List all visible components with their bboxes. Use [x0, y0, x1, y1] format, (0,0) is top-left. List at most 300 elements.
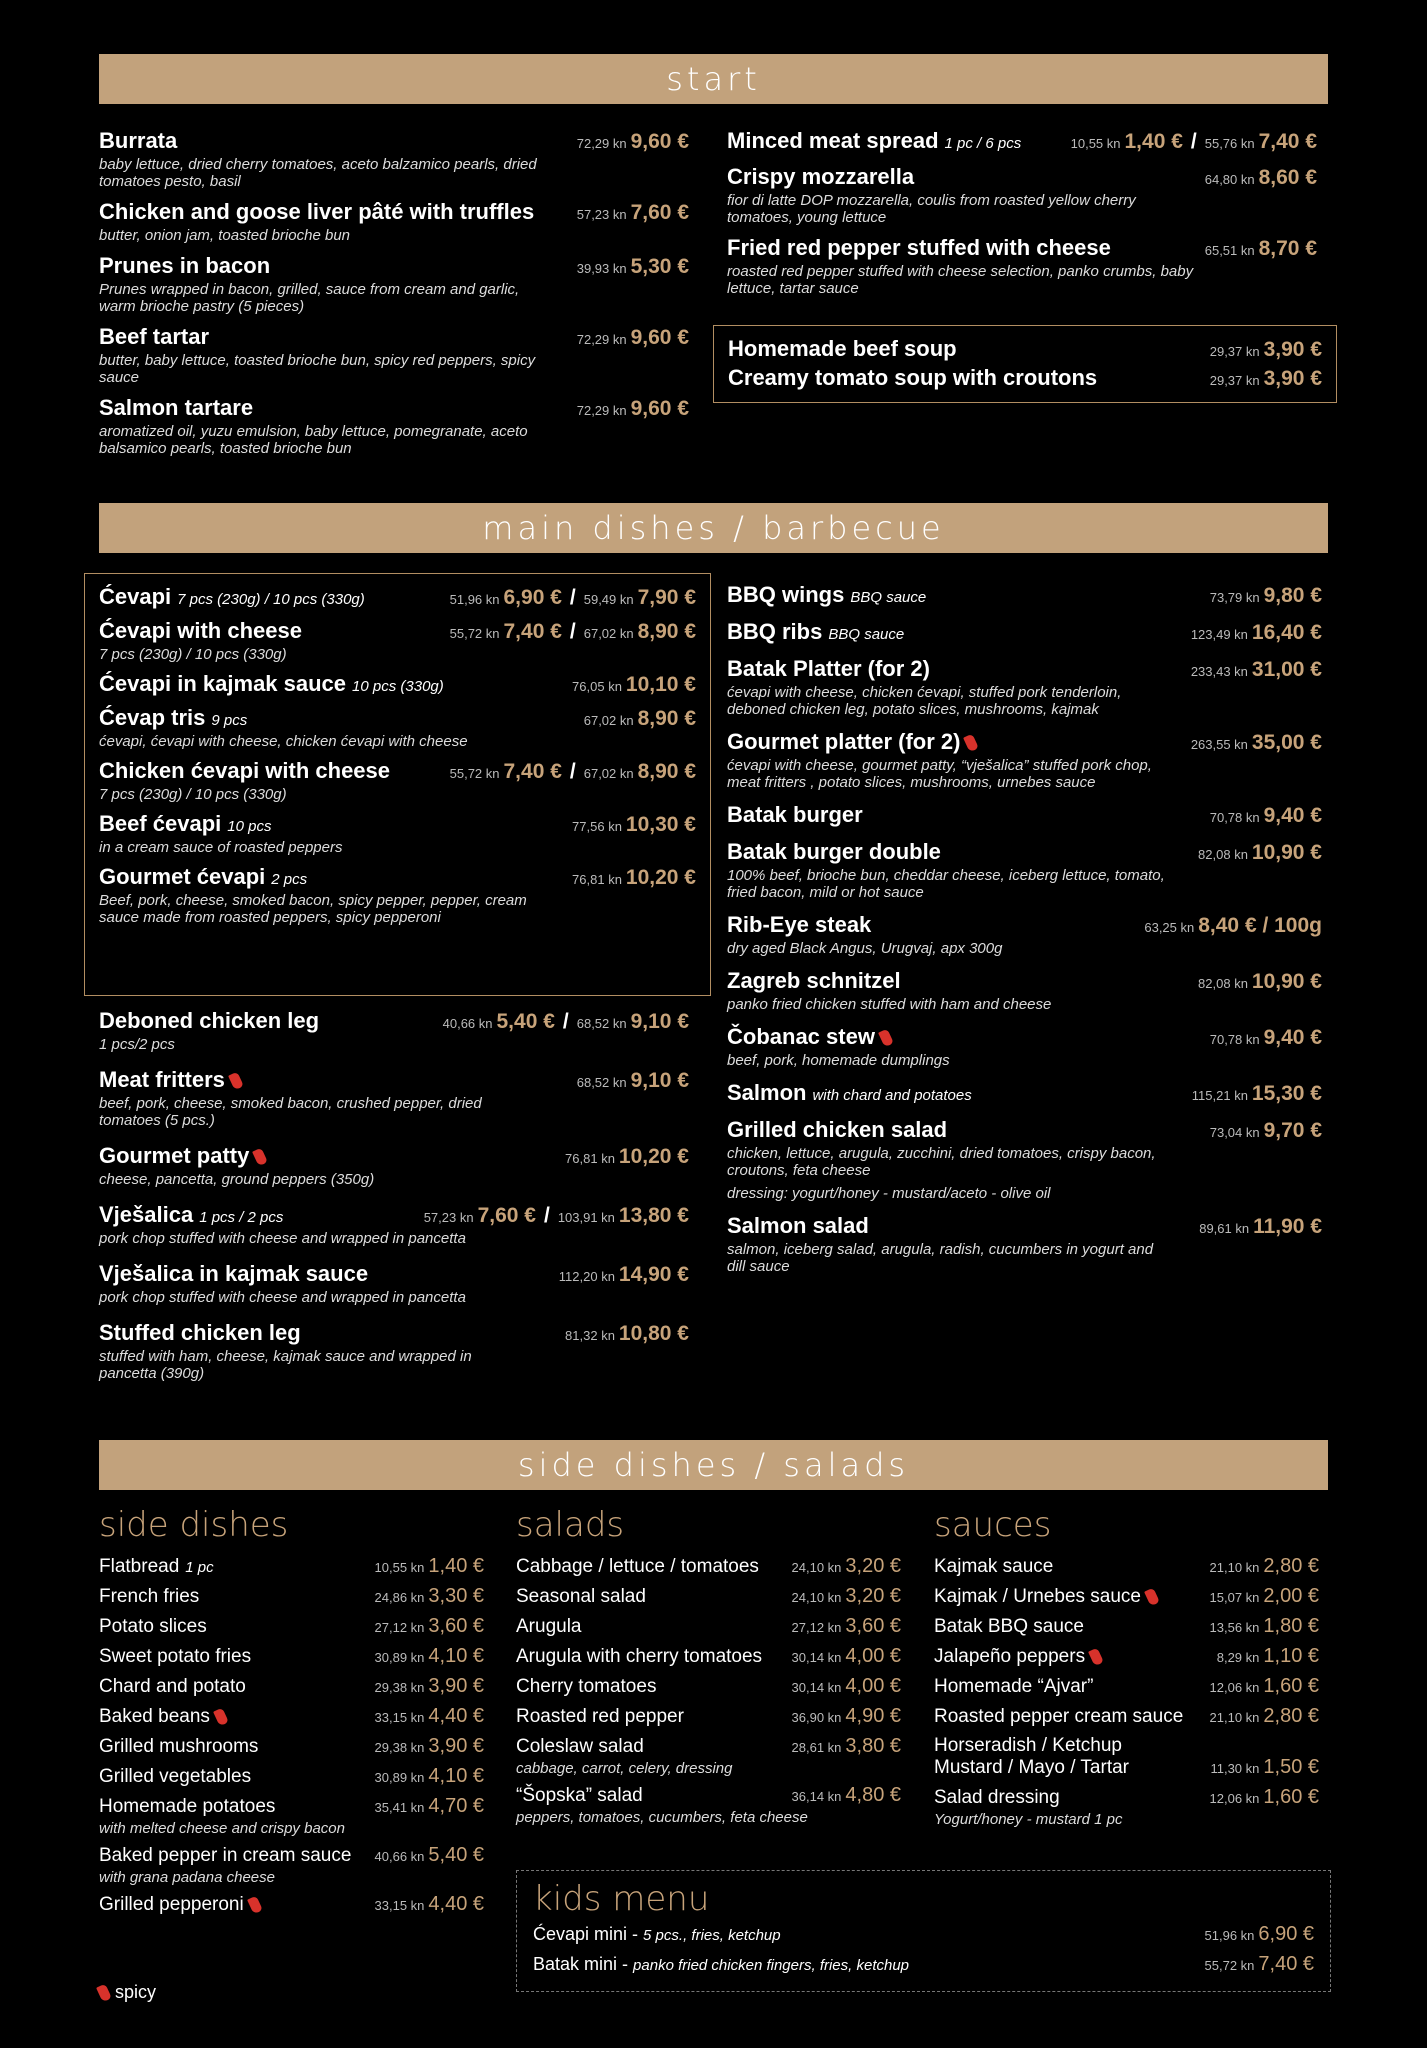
item-price	[1210, 1119, 1322, 1143]
item-price	[565, 1322, 689, 1346]
item-price	[1210, 1756, 1319, 1779]
price-kn: 33,15 kn	[374, 1898, 425, 1913]
price-kn: 40,66 kn	[442, 1016, 493, 1031]
price-eur: 4,40 €	[428, 1893, 484, 1915]
menu-item	[727, 968, 1322, 1013]
item-name-wrap	[727, 1117, 947, 1143]
item-price	[1198, 970, 1322, 994]
price-eur: 10,80 €	[618, 1322, 689, 1345]
item-name: French fries	[99, 1586, 200, 1607]
item-name-wrap	[727, 912, 871, 938]
price-eur: 6,90 €	[503, 586, 562, 609]
item-name: Jalapeño peppers	[934, 1646, 1086, 1667]
price-eur: 3,90 €	[428, 1735, 484, 1757]
item-description: butter, onion jam, toasted brioche bun	[99, 227, 351, 244]
list-item	[99, 1555, 484, 1578]
item-price	[1191, 621, 1322, 645]
price-kn: 55,72 kn	[1204, 1958, 1255, 1973]
price-kn: 57,23 kn	[576, 207, 627, 222]
price-kn: 89,61 kn	[1199, 1221, 1250, 1236]
item-name: Gourmet platter (for 2)	[727, 729, 961, 754]
item-row	[727, 235, 1317, 261]
item-sub: 2 pcs	[271, 871, 308, 888]
item-row	[99, 705, 696, 731]
price-eur: 8,40 € / 100g	[1198, 914, 1322, 937]
price-eur: 3,90 €	[428, 1675, 484, 1697]
item-row	[728, 365, 1322, 391]
price-kn: 30,89 kn	[374, 1770, 425, 1785]
price-eur: 9,10 €	[630, 1069, 689, 1092]
list-item	[99, 1765, 484, 1788]
price-eur: 2,00 €	[1263, 1585, 1319, 1607]
item-name: Rib-Eye steak	[727, 912, 872, 937]
price-eur: 4,70 €	[428, 1795, 484, 1817]
item-name: Batak BBQ sauce	[934, 1616, 1084, 1637]
menu-item	[99, 671, 696, 697]
menu-item	[99, 1067, 689, 1129]
item-row	[727, 839, 1322, 865]
menu-item	[727, 1080, 1322, 1106]
chili-icon	[228, 1072, 244, 1091]
item-price	[577, 326, 689, 350]
item-price	[1144, 914, 1322, 938]
item-name: Kajmak sauce	[934, 1556, 1054, 1577]
list-item	[99, 1645, 484, 1668]
price-eur: 10,10 €	[625, 673, 696, 696]
chili-icon	[96, 1984, 112, 2003]
menu-item	[727, 128, 1317, 154]
item-price	[792, 1675, 901, 1698]
price-kn: 36,90 kn	[791, 1710, 842, 1725]
item-name: BBQ ribs	[727, 619, 823, 644]
list-item	[934, 1585, 1319, 1608]
item-name-wrap	[99, 705, 247, 731]
item-name-wrap	[727, 839, 941, 865]
price-eur: 15,30 €	[1251, 1082, 1322, 1105]
price-eur: 1,40 €	[428, 1555, 484, 1577]
item-name-wrap	[934, 1676, 1093, 1698]
item-name: Grilled pepperoni	[99, 1894, 244, 1915]
item-row	[99, 253, 689, 279]
price-kn: 12,06 kn	[1209, 1680, 1260, 1695]
price-eur: 9,60 €	[630, 326, 689, 349]
price-eur: 7,40 €	[1258, 130, 1317, 153]
item-name: Kajmak / Urnebes sauce	[934, 1586, 1141, 1607]
item-name-line2: Mustard / Mayo / Tartar	[934, 1757, 1129, 1778]
item-name: Stuffed chicken leg	[99, 1320, 301, 1345]
item-name: Crispy mozzarella	[727, 164, 915, 189]
price-eur: 8,90 €	[637, 760, 696, 783]
price-kn: 51,96 kn	[449, 592, 500, 607]
item-name: Burrata	[99, 128, 178, 153]
item-description: in a cream sauce of roasted peppers	[99, 839, 343, 856]
item-name: Zagreb schnitzel	[727, 968, 901, 993]
item-name: Baked beans	[99, 1706, 210, 1727]
item-name-wrap	[516, 1736, 644, 1758]
item-name-wrap	[99, 1261, 368, 1287]
list-item	[934, 1735, 1319, 1779]
list-item	[516, 1735, 901, 1758]
item-name: Fried red pepper stuffed with cheese	[727, 235, 1111, 260]
item-price	[375, 1844, 484, 1867]
price-eur: 2,80 €	[1263, 1555, 1319, 1577]
item-name: Cherry tomatoes	[516, 1676, 657, 1697]
item-name: Minced meat spread	[727, 128, 939, 153]
item-name-wrap	[99, 199, 534, 225]
item-name: Batak burger double	[727, 839, 941, 864]
price-eur: 10,90 €	[1251, 970, 1322, 993]
item-row	[727, 912, 1322, 938]
item-name: Beef tartar	[99, 324, 210, 349]
list-item	[99, 1844, 484, 1867]
price-kn: 112,20 kn	[558, 1269, 615, 1284]
price-kn: 8,29 kn	[1216, 1650, 1260, 1665]
item-description: salmon, iceberg salad, arugula, radish, cucumbers in yogurt and dill sauce	[727, 1241, 1154, 1275]
item-name-wrap	[99, 1202, 283, 1228]
price-kn: 67,02 kn	[583, 626, 634, 641]
item-name-wrap	[728, 365, 1097, 391]
item-sub: BBQ sauce	[828, 626, 905, 643]
price-eur: 9,10 €	[630, 1010, 689, 1033]
item-row	[727, 582, 1322, 608]
item-description: beef, pork, homemade dumplings	[727, 1052, 950, 1069]
item-price	[584, 707, 696, 731]
price-kn: 11,30 kn	[1210, 1761, 1260, 1776]
section-header-sides: side dishes / salads	[99, 1440, 1328, 1490]
item-name-wrap	[934, 1706, 1183, 1728]
item-sub: 7 pcs (230g) / 10 pcs (330g)	[177, 591, 365, 608]
item-name-wrap	[516, 1676, 656, 1698]
item-price	[450, 620, 696, 644]
item-row	[728, 336, 1322, 362]
menu-item	[727, 912, 1322, 957]
menu-item	[727, 619, 1322, 645]
list-item	[99, 1585, 484, 1608]
menu-item	[727, 1117, 1322, 1202]
item-name-wrap	[516, 1646, 762, 1668]
menu-item	[99, 199, 689, 244]
item-name: Salmon salad	[727, 1213, 869, 1238]
cevapi-box	[84, 573, 711, 996]
item-price	[443, 1010, 689, 1034]
sauces-column	[934, 1505, 1319, 1835]
item-description: baby lettuce, dried cherry tomatoes, aceto balzamico pearls, dried tomatoes pesto, basil	[99, 156, 537, 190]
price-kn: 67,02 kn	[583, 766, 634, 781]
price-eur: 3,60 €	[845, 1615, 901, 1637]
item-name-wrap	[99, 1067, 241, 1093]
menu-item	[99, 758, 696, 803]
item-name-wrap	[727, 1213, 869, 1239]
item-row	[99, 1320, 689, 1346]
price-kn: 103,91 kn	[557, 1210, 615, 1225]
menu-item	[99, 811, 696, 856]
menu-item	[727, 729, 1322, 791]
price-eur: 10,20 €	[625, 866, 696, 889]
price-kn: 76,81 kn	[572, 872, 622, 887]
price-kn: 77,56 kn	[572, 819, 622, 834]
price-eur: 3,80 €	[845, 1735, 901, 1757]
item-name-wrap	[934, 1556, 1053, 1578]
price-eur: 4,00 €	[845, 1675, 901, 1697]
chili-icon	[252, 1148, 268, 1167]
soup-box	[713, 325, 1337, 403]
menu-item	[727, 802, 1322, 828]
item-name-wrap	[727, 802, 863, 828]
menu-item	[99, 618, 696, 663]
item-sub: 10 pcs (330g)	[352, 678, 444, 695]
menu-item	[99, 1143, 689, 1188]
item-name: Ćevapi	[99, 584, 172, 609]
list-item	[934, 1705, 1319, 1728]
item-name-wrap	[99, 1736, 258, 1758]
item-price	[572, 813, 696, 837]
item-name: Ćevapi in kajmak sauce	[99, 671, 347, 696]
menu-item	[727, 235, 1317, 297]
side-dishes-column	[99, 1505, 484, 1923]
price-eur: 8,90 €	[637, 620, 696, 643]
price-eur: 7,60 €	[477, 1204, 536, 1227]
item-name-wrap	[99, 1556, 214, 1578]
price-eur: 8,70 €	[1258, 237, 1317, 260]
item-price	[792, 1555, 901, 1578]
item-name: Ćevapi mini	[533, 1924, 628, 1944]
item-row	[99, 1202, 689, 1228]
sauces-title: sauces	[934, 1505, 1052, 1545]
price-eur: 8,60 €	[1258, 166, 1317, 189]
price-kn: 63,25 kn	[1144, 920, 1195, 935]
item-name-wrap	[99, 1706, 226, 1728]
price-eur: 9,80 €	[1263, 584, 1322, 607]
item-price	[375, 1765, 484, 1788]
item-price	[792, 1705, 901, 1728]
menu-item	[99, 1008, 689, 1053]
item-price	[559, 1263, 689, 1287]
item-price	[450, 586, 696, 610]
item-description: Yogurt/honey - mustard 1 pc	[934, 1811, 1123, 1828]
item-row	[99, 864, 696, 890]
item-description: with melted cheese and crispy bacon	[99, 1820, 345, 1837]
item-name: Vješalica in kajmak sauce	[99, 1261, 369, 1286]
item-description: beef, pork, cheese, smoked bacon, crushed pepper, dried tomatoes (5 pcs.)	[99, 1095, 482, 1129]
item-price	[577, 130, 689, 154]
item-row	[99, 1143, 689, 1169]
price-eur: 7,90 €	[637, 586, 696, 609]
item-price	[1205, 237, 1317, 261]
item-row	[727, 1213, 1322, 1239]
list-item	[516, 1675, 901, 1698]
item-name-wrap	[516, 1586, 646, 1608]
price-eur: 5,30 €	[630, 255, 689, 278]
price-kn: 35,41 kn	[374, 1800, 425, 1815]
price-kn: 21,10 kn	[1209, 1560, 1260, 1575]
price-eur: 7,40 €	[1258, 1953, 1314, 1975]
item-description: ćevapi with cheese, chicken ćevapi, stuffed pork tenderloin, deboned chicken leg, potato slices, mushrooms, kajmak	[727, 684, 1122, 718]
price-eur: 7,40 €	[503, 620, 562, 643]
item-name: Potato slices	[99, 1616, 207, 1637]
item-name-wrap	[727, 619, 904, 645]
price-eur: 6,90 €	[1258, 1923, 1314, 1945]
item-name-wrap	[99, 1646, 251, 1668]
list-item	[99, 1735, 484, 1758]
list-item	[99, 1705, 484, 1728]
list-item	[99, 1675, 484, 1698]
item-name: Sweet potato fries	[99, 1646, 252, 1667]
item-name-wrap	[99, 1796, 275, 1818]
list-item	[99, 1795, 484, 1818]
price-kn: 67,02 kn	[583, 713, 634, 728]
price-kn: 72,29 kn	[576, 136, 627, 151]
item-name-wrap	[934, 1735, 1129, 1779]
item-row	[99, 1008, 689, 1034]
item-description: 7 pcs (230g) / 10 pcs (330g)	[99, 646, 287, 663]
item-name: Baked pepper in cream sauce	[99, 1845, 352, 1866]
price-kn: 24,86 kn	[374, 1590, 425, 1605]
menu-item	[727, 582, 1322, 608]
item-name-wrap	[99, 395, 253, 421]
price-eur: 10,30 €	[625, 813, 696, 836]
price-kn: 10,55 kn	[1070, 136, 1121, 151]
price-kn: 82,08 kn	[1198, 847, 1248, 862]
section-header-start: start	[99, 54, 1328, 104]
item-name-wrap	[516, 1556, 759, 1578]
item-name: Ćevap tris	[99, 705, 206, 730]
item-price	[375, 1615, 484, 1638]
section-header-main: main dishes / barbecue	[99, 503, 1328, 553]
menu-item	[727, 1024, 1322, 1069]
price-kn: 27,12 kn	[374, 1620, 425, 1635]
menu-item	[99, 128, 689, 190]
list-item	[934, 1645, 1319, 1668]
item-row	[727, 656, 1322, 682]
item-sub: 1 pcs / 2 pcs	[199, 1209, 284, 1226]
item-price	[1210, 1585, 1319, 1608]
price-eur: 9,40 €	[1263, 804, 1322, 827]
price-kn: 65,51 kn	[1204, 243, 1255, 258]
item-name-wrap	[727, 656, 930, 682]
item-price	[572, 673, 696, 697]
item-sub: 5 pcs., fries, ketchup	[643, 1927, 781, 1944]
item-price	[1210, 1675, 1319, 1698]
menu-item	[727, 656, 1322, 718]
item-price	[1071, 130, 1317, 154]
item-description: dressing: yogurt/honey - mustard/aceto - olive oil	[727, 1185, 1051, 1202]
item-description: Beef, pork, cheese, smoked bacon, spicy pepper, pepper, cream sauce made from roasted peppers, spicy pepperoni	[99, 892, 527, 926]
price-kn: 30,14 kn	[791, 1650, 842, 1665]
item-price	[1210, 367, 1322, 391]
price-eur: 1,60 €	[1263, 1786, 1319, 1808]
item-name-wrap	[727, 235, 1111, 261]
item-price	[1205, 166, 1317, 190]
item-row	[727, 1080, 1322, 1106]
item-name-wrap	[99, 811, 272, 837]
price-kn: 29,38 kn	[374, 1740, 425, 1755]
item-row	[99, 128, 689, 154]
item-name-wrap	[99, 671, 444, 697]
item-description: aromatized oil, yuzu emulsion, baby lettuce, pomegranate, aceto balsamico pearls, toasted brioche bun	[99, 423, 528, 457]
item-name: BBQ wings	[727, 582, 845, 607]
item-name-wrap	[99, 324, 209, 350]
item-name: Salmon	[727, 1080, 807, 1105]
price-separator: /	[562, 1010, 569, 1033]
item-price	[792, 1585, 901, 1608]
item-description: cheese, pancetta, ground peppers (350g)	[99, 1171, 375, 1188]
item-price	[1198, 841, 1322, 865]
price-eur: 8,90 €	[637, 707, 696, 730]
list-item	[99, 1893, 484, 1916]
list-item	[516, 1645, 901, 1668]
kids-item	[533, 1953, 1314, 1976]
item-name: Chard and potato	[99, 1676, 246, 1697]
item-description: butter, baby lettuce, toasted brioche bun, spicy red peppers, spicy sauce	[99, 352, 536, 386]
item-description: pork chop stuffed with cheese and wrapped in pancetta	[99, 1230, 466, 1247]
item-name: Flatbread	[99, 1556, 180, 1577]
item-price	[792, 1784, 901, 1807]
item-name: Batak burger	[727, 802, 863, 827]
item-row	[99, 811, 696, 837]
item-name-wrap	[99, 128, 177, 154]
price-kn: 33,15 kn	[374, 1710, 425, 1725]
price-kn: 70,78 kn	[1209, 810, 1260, 825]
item-sub: 1 pc / 6 pcs	[944, 135, 1022, 152]
price-kn: 68,52 kn	[576, 1016, 627, 1031]
price-separator: /	[569, 760, 576, 783]
price-eur: 1,50 €	[1263, 1756, 1319, 1778]
price-eur: 4,40 €	[428, 1705, 484, 1727]
item-price	[577, 1069, 689, 1093]
item-name: Grilled vegetables	[99, 1766, 252, 1787]
item-row	[99, 395, 689, 421]
price-separator: /	[569, 620, 576, 643]
menu-item	[99, 584, 696, 610]
item-row	[727, 619, 1322, 645]
item-description: ćevapi with cheese, gourmet patty, “vješalica” stuffed pork chop, meat fritters , potato slices, mushrooms, urnebes sauce	[727, 757, 1152, 791]
item-name-wrap	[99, 1008, 319, 1034]
price-eur: 35,00 €	[1251, 731, 1322, 754]
item-price	[577, 255, 689, 279]
item-name-wrap	[99, 1766, 251, 1788]
item-price	[1210, 1615, 1319, 1638]
list-item	[516, 1555, 901, 1578]
item-name-wrap	[727, 1080, 972, 1106]
item-price	[375, 1555, 484, 1578]
item-row	[99, 584, 696, 610]
item-name: Homemade beef soup	[728, 336, 957, 361]
kids-menu-box	[516, 1870, 1331, 1992]
item-price	[1210, 584, 1322, 608]
price-eur: 1,60 €	[1263, 1675, 1319, 1697]
item-name: Meat fritters	[99, 1067, 225, 1092]
item-name-wrap	[516, 1706, 684, 1728]
item-name-wrap	[727, 968, 901, 994]
menu-item	[728, 365, 1322, 391]
price-eur: 4,10 €	[428, 1765, 484, 1787]
menu-item	[727, 164, 1317, 226]
price-kn: 55,72 kn	[449, 626, 500, 641]
item-price	[375, 1585, 484, 1608]
menu-item	[99, 1202, 689, 1247]
price-kn: 76,05 kn	[572, 679, 622, 694]
price-eur: 13,80 €	[618, 1204, 689, 1227]
price-kn: 28,61 kn	[791, 1740, 842, 1755]
price-eur: 9,40 €	[1263, 1026, 1322, 1049]
price-eur: 1,80 €	[1263, 1615, 1319, 1637]
item-name-wrap	[727, 729, 976, 755]
item-name: Ćevapi with cheese	[99, 618, 302, 643]
price-kn: 55,76 kn	[1204, 136, 1255, 151]
kids-item	[533, 1923, 1314, 1946]
price-eur: 9,60 €	[630, 397, 689, 420]
price-eur: 31,00 €	[1251, 658, 1322, 681]
